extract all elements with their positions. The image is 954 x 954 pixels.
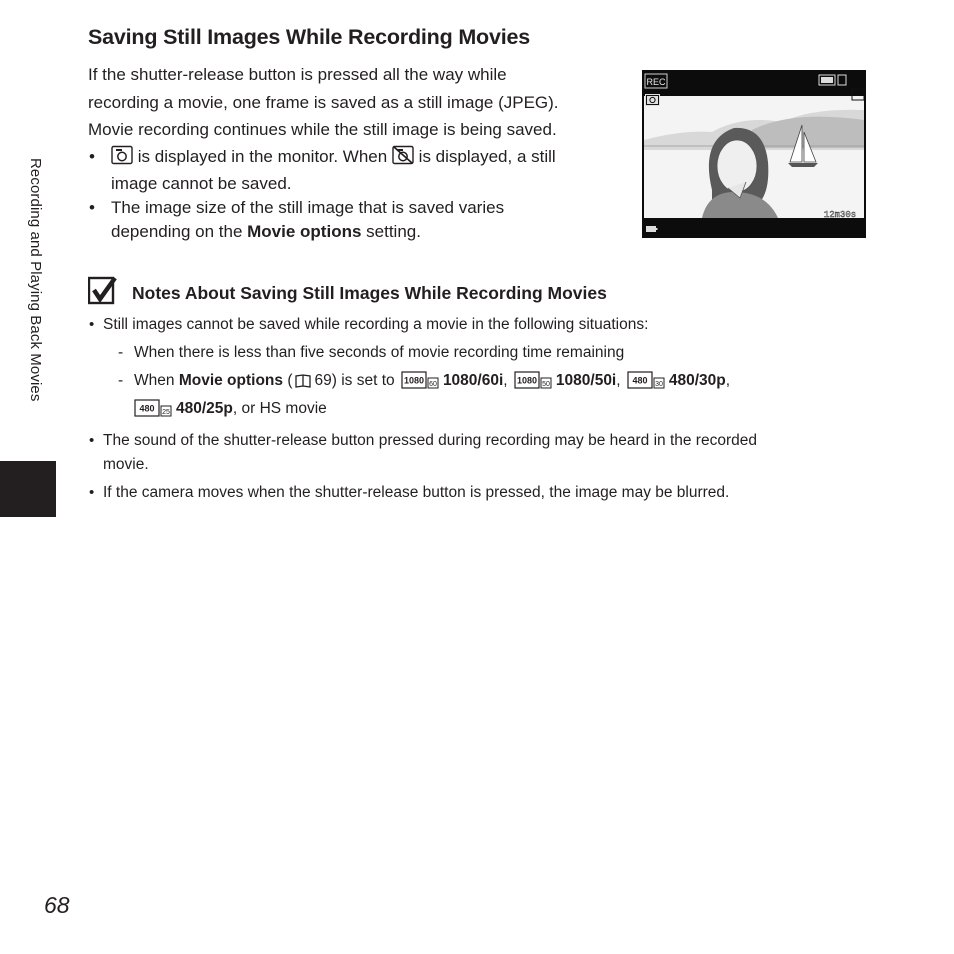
dash-marker: - <box>118 372 124 389</box>
dash-marker: - <box>118 344 124 361</box>
480-30p-icon <box>627 371 665 397</box>
sidebar-section-text: Recording and Playing Back Movies <box>27 158 44 402</box>
bullet-2-text-c: setting. <box>366 222 421 241</box>
option-480-30p: 480/30p <box>668 372 726 389</box>
svg-text:1080: 1080 <box>403 375 424 386</box>
svg-text:480: 480 <box>139 403 155 414</box>
bullet-2-bold: Movie options <box>247 222 362 241</box>
bullet-dot: • <box>89 432 95 449</box>
svg-text:25: 25 <box>162 409 170 416</box>
comma: , <box>503 372 508 389</box>
comma: , <box>725 372 731 389</box>
note-item-2 <box>88 429 868 477</box>
bullet-dot: • <box>89 198 95 217</box>
page-number: 68 <box>44 892 70 918</box>
option-480-25p: 480/25p <box>176 400 233 417</box>
intro-line-2: recording a movie, one frame is saved as a still image (JPEG). <box>88 93 559 112</box>
svg-text:480: 480 <box>632 375 648 386</box>
sidebar-section-label <box>22 158 46 450</box>
svg-text:50: 50 <box>542 381 550 388</box>
bullet-dot: • <box>89 147 95 166</box>
480-25p-icon <box>134 399 172 425</box>
bullet-dot: • <box>89 316 95 333</box>
camera-icon <box>111 145 133 172</box>
svg-text:60: 60 <box>429 381 437 388</box>
notes-list <box>88 313 868 509</box>
note-2-text-b: movie. <box>103 456 149 473</box>
feature-bullets <box>88 145 618 244</box>
rec-label: REC <box>646 77 666 87</box>
book-reference-icon[interactable] <box>295 373 311 397</box>
bullet-1-text-b: is displayed, a still <box>418 147 556 166</box>
ref-page: 69) is set to <box>314 372 395 389</box>
note-sub-item-2 <box>103 369 868 425</box>
intro-line-1: If the shutter-release button is pressed all the way while <box>88 65 507 84</box>
bullet-item-2 <box>88 196 618 244</box>
ref-open: ( <box>287 372 293 389</box>
check-mark-icon <box>88 276 118 306</box>
intro-paragraph <box>88 61 559 117</box>
note-3-text: If the camera moves when the shutter-release button is pressed, the image may be blurred. <box>103 484 730 501</box>
note-sub-item-1 <box>103 341 868 365</box>
svg-text:1080: 1080 <box>516 375 537 386</box>
note-2-text-a: The sound of the shutter-release button pressed during recording may be heard in the recorded <box>103 432 757 449</box>
bullet-1-text-c: image cannot be saved. <box>111 174 292 193</box>
note-1-text: Still images cannot be saved while recording a movie in the following situations: <box>103 316 649 333</box>
still-camera-icon <box>645 94 660 106</box>
notes-title: Notes About Saving Still Images While Recording Movies <box>132 283 607 303</box>
remaining-time: 12m30s <box>823 210 857 220</box>
1080-60i-icon <box>401 371 439 397</box>
bullet-2-text-a: The image size of the still image that is saved varies <box>111 198 505 217</box>
page-title: Saving Still Images While Recording Movies <box>88 25 531 49</box>
options-tail: , or HS movie <box>232 400 327 417</box>
note-sub-2-when: When <box>134 372 175 389</box>
battery-icon <box>646 226 658 232</box>
option-1080-50i: 1080/50i <box>555 372 617 389</box>
note-sub-1-text: When there is less than five seconds of movie recording time remaining <box>134 344 625 361</box>
sidebar-tab-marker <box>0 461 56 517</box>
note-item-1 <box>88 313 868 425</box>
bullet-2-text-b: depending on the <box>111 222 243 241</box>
bullet-item-1 <box>88 145 618 196</box>
svg-text:30: 30 <box>654 381 663 388</box>
1080-50i-icon <box>514 371 552 397</box>
bullet-dot: • <box>89 484 95 501</box>
note-item-3 <box>88 481 868 505</box>
option-1080-60i: 1080/60i <box>442 372 504 389</box>
rec-indicator-icon <box>645 74 667 88</box>
bullet-1-text-a: is displayed in the monitor. When <box>137 147 388 166</box>
intro-line-3: Movie recording continues while the still image is being saved. <box>88 120 557 139</box>
note-sub-2-bold: Movie options <box>178 372 284 389</box>
camera-disabled-icon <box>392 145 414 172</box>
comma: , <box>616 372 621 389</box>
camera-monitor-illustration <box>642 70 866 238</box>
